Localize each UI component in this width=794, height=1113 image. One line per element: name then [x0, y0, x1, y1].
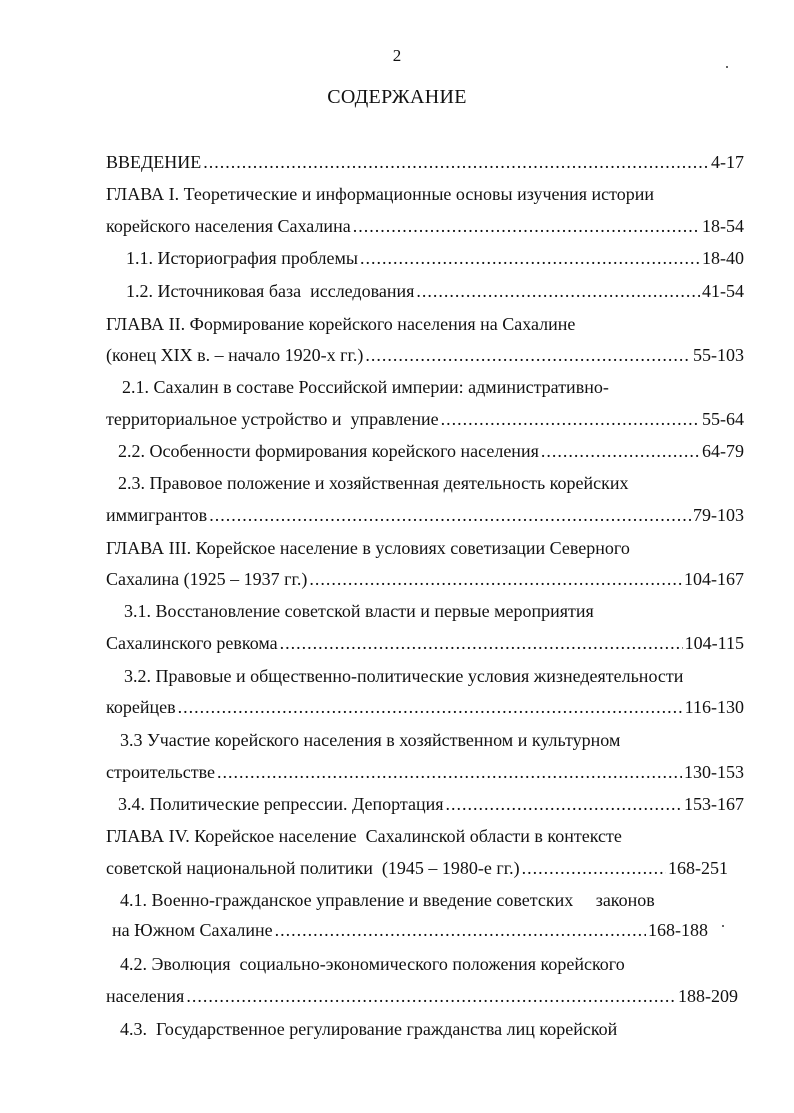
- toc-entry-text: 3.1. Восстановление советской власти и первые мероприятия: [124, 601, 594, 621]
- leader-dots: [522, 856, 666, 880]
- leader-dots: [178, 695, 683, 719]
- toc-page-range: 41-54: [702, 281, 744, 301]
- leader-dots: [360, 246, 700, 270]
- toc-entry-text: 2.1. Сахалин в составе Российской империи: административно-: [122, 377, 609, 397]
- leader-dots: [217, 760, 682, 784]
- toc-entry-text: 1.2. Источниковая база исследования: [126, 281, 415, 301]
- toc-entry-text: населения: [106, 986, 185, 1006]
- leader-dots: [275, 918, 646, 942]
- toc-page-range: 55-103: [693, 345, 744, 365]
- toc-entry-text: 4.2. Эволюция социально-экономического положения корейского: [120, 954, 625, 974]
- toc-entry-3-1-title: [124, 599, 744, 623]
- toc-page-range: 79-103: [693, 505, 744, 525]
- toc-chapter-1-title: [106, 182, 744, 206]
- toc-entry-introduction: [106, 150, 744, 174]
- toc-page-range: 4-17: [711, 152, 744, 172]
- toc-entry-2-3-title: [118, 471, 744, 495]
- leader-dots: [186, 984, 676, 1008]
- page-number: 2: [392, 46, 402, 65]
- toc-page-range: 18-54: [702, 216, 744, 236]
- leader-dots: [309, 567, 682, 591]
- toc-entry-chapter-4: [106, 856, 728, 880]
- toc-entry-text: Сахалина (1925 – 1937 гг.): [106, 569, 308, 589]
- toc-entry-text: ГЛАВА IV. Корейское население Сахалинской области в контексте: [106, 826, 622, 846]
- toc-entry-4-2: [106, 984, 738, 1008]
- toc-entry-text: строительстве: [106, 762, 215, 782]
- page-title: СОДЕРЖАНИЕ: [327, 86, 467, 108]
- toc-entry-3-3-title: [120, 728, 744, 752]
- toc-entry-text: на Южном Сахалине: [112, 920, 273, 940]
- toc-page-range: 104-167: [684, 569, 744, 589]
- toc-entry-chapter-2: [106, 343, 744, 367]
- toc-entry-text: корейского населения Сахалина: [106, 216, 351, 236]
- leader-dots: [446, 792, 682, 816]
- toc-entry-3-3: [106, 760, 744, 784]
- toc-entry-2-3: [106, 503, 744, 527]
- toc-entry-text: ГЛАВА II. Формирование корейского населения на Сахалине: [106, 314, 576, 334]
- toc-page-range: 18-40: [702, 248, 744, 268]
- scan-speck: [722, 925, 724, 927]
- toc-entry-text: 2.2. Особенности формирования корейского населения: [118, 441, 539, 461]
- leader-dots: [203, 150, 709, 174]
- leader-dots: [541, 439, 700, 463]
- toc-page-range: 168-188: [648, 920, 708, 940]
- leader-dots: [416, 279, 700, 303]
- toc-entry-text: ВВЕДЕНИЕ: [106, 152, 202, 172]
- toc-entry-text: 4.3. Государственное регулирование гражданства лиц корейской: [120, 1019, 618, 1039]
- toc-entry-3-2: [106, 695, 744, 719]
- toc-entry-3-4: [118, 792, 744, 816]
- toc-entry-4-2-title: [120, 952, 744, 976]
- toc-entry-2-2: [118, 439, 744, 463]
- toc-entry-text: 2.3. Правовое положение и хозяйственная деятельность корейских: [118, 473, 629, 493]
- toc-page-range: 153-167: [684, 794, 744, 814]
- toc-entry-2-1: [106, 407, 744, 431]
- leader-dots: [441, 407, 700, 431]
- toc-entry-text: ГЛАВА I. Теоретические и информационные основы изучения истории: [106, 184, 655, 204]
- toc-entry-4-3-title: [120, 1017, 744, 1041]
- leader-dots: [353, 214, 700, 238]
- toc-entry-text: ГЛАВА III. Корейское население в условиях советизации Северного: [106, 538, 630, 558]
- toc-chapter-4-title: [106, 824, 744, 848]
- toc-entry-text: 3.2. Правовые и общественно-политические условия жизнедеятельности: [124, 666, 684, 686]
- toc-entry-text: 3.3 Участие корейского населения в хозяйственном и культурном: [120, 730, 621, 750]
- toc-entry-text: иммигрантов: [106, 505, 208, 525]
- toc-entry-4-1-title: [120, 888, 744, 912]
- toc-entry-text: советской национальной политики (1945 – 1980-е гг.): [106, 858, 520, 878]
- toc-entry-3-2-title: [124, 664, 744, 688]
- toc-entry-1-1: [126, 246, 744, 270]
- toc-entry-3-1: [106, 631, 744, 655]
- toc-page-range: 55-64: [702, 409, 744, 429]
- toc-entry-chapter-3: [106, 567, 744, 591]
- toc-chapter-2-title: [106, 312, 744, 336]
- toc-entry-text: 4.1. Военно-гражданское управление и введение советских законов: [120, 890, 655, 910]
- toc-page-range: 130-153: [684, 762, 744, 782]
- toc-entry-text: территориальное устройство и управление: [106, 409, 439, 429]
- toc-page-range: 104-115: [684, 633, 744, 653]
- toc-entry-text: (конец XIX в. – начало 1920-х гг.): [106, 345, 364, 365]
- toc-page-range: 64-79: [702, 441, 744, 461]
- toc-page-range: 168-251: [668, 858, 728, 878]
- toc-entry-text: 1.1. Историография проблемы: [126, 248, 358, 268]
- toc-entry-text: корейцев: [106, 697, 176, 717]
- leader-dots: [365, 343, 691, 367]
- toc-chapter-3-title: [106, 536, 744, 560]
- toc-page-range: 188-209: [678, 986, 738, 1006]
- toc-entry-1-2: [126, 279, 744, 303]
- toc-entry-4-1: [112, 918, 708, 942]
- scan-speck: [726, 66, 728, 68]
- leader-dots: [280, 631, 683, 655]
- toc-entry-text: 3.4. Политические репрессии. Депортация: [118, 794, 444, 814]
- toc-entry-chapter-1: [106, 214, 744, 238]
- leader-dots: [209, 503, 691, 527]
- toc-entry-text: Сахалинского ревкома: [106, 633, 278, 653]
- toc-entry-2-1-title: [122, 375, 744, 399]
- toc-page-range: 116-130: [684, 697, 744, 717]
